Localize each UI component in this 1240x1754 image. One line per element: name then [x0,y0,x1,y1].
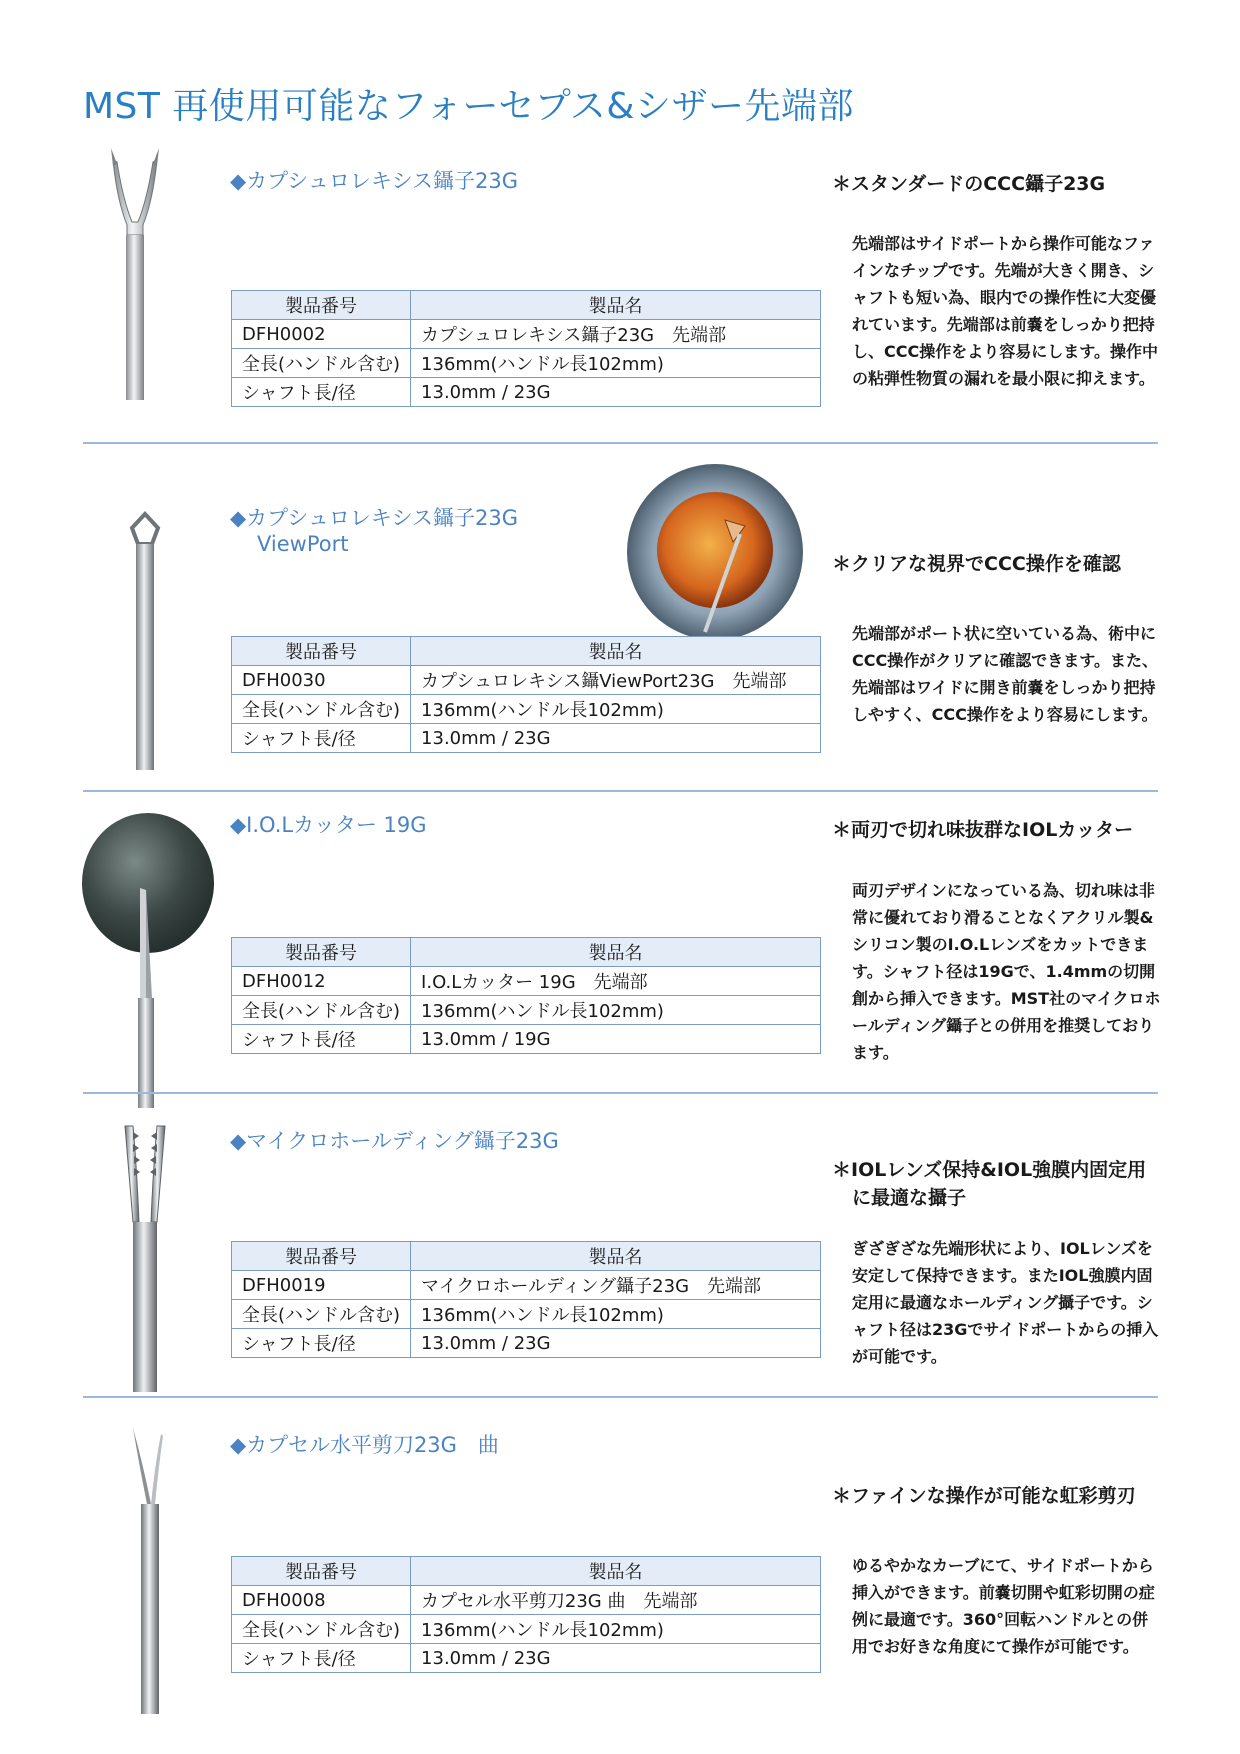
catch-copy [832,1156,1146,1212]
header-name: 製品名 [411,1242,821,1271]
catch-line: ＊IOLレンズ保持&IOL強膜内固定用 [832,1159,1147,1181]
spec-table [231,636,821,753]
header-code: 製品番号 [232,291,411,320]
spec-value: 13.0mm / 23G [411,1329,821,1358]
spec-value: 136mm(ハンドル長102mm) [411,996,821,1025]
iol-cutter-icon [80,808,220,1112]
spec-value: 13.0mm / 23G [411,378,821,407]
spec-label: 全長(ハンドル含む) [232,996,411,1025]
product-description: ぎざぎざな先端形状により、IOLレンズを安定して保持できます。またIOL強膜内固定用に最適なホールディング攝子です。シャフト径は23Gでサイドポートからの挿入が可能です。 [852,1239,1159,1366]
header-name: 製品名 [411,637,821,666]
catch-copy: ＊両刃で切れ味抜群なIOLカッター [832,819,1134,841]
spec-label: 全長(ハンドル含む) [232,349,411,378]
product-name: カプシュロレキシス鑷子23G 先端部 [411,320,821,349]
spec-table [231,937,821,1054]
product-title: ◆カプシュロレキシス鑷子23G [230,169,519,193]
header-code: 製品番号 [232,1557,411,1586]
product-title: ◆I.O.Lカッター 19G [230,813,427,837]
spec-label: シャフト長/径 [232,1329,411,1358]
product-subtitle: ViewPort [257,532,349,556]
header-name: 製品名 [411,1557,821,1586]
spec-label: シャフト長/径 [232,1644,411,1673]
spec-label: 全長(ハンドル含む) [232,1615,411,1644]
product-title-main: ◆カプシュロレキシス鑷子23G [230,506,519,530]
section-divider [83,1092,1158,1094]
product-name: カプセル水平剪刀23G 曲 先端部 [411,1586,821,1615]
product-code: DFH0019 [232,1271,411,1300]
page-title: MST 再使用可能なフォーセプス&シザー先端部 [83,86,854,127]
spec-value: 13.0mm / 23G [411,724,821,753]
spec-label: シャフト長/径 [232,1025,411,1054]
product-title [230,505,518,557]
section-divider [83,1396,1158,1398]
viewport-forceps-icon [120,510,170,774]
spec-label: シャフト長/径 [232,724,411,753]
product-description: ゆるやかなカーブにて、サイドポートから挿入ができます。前嚢切開や虹彩切開の症例に最適です。360°回転ハンドルとの併用でお好きな角度にて操作が可能です。 [852,1556,1155,1656]
spec-value: 136mm(ハンドル長102mm) [411,349,821,378]
header-name: 製品名 [411,938,821,967]
product-name: I.O.Lカッター 19G 先端部 [411,967,821,996]
catch-copy: ＊クリアな視界でCCC操作を確認 [832,553,1121,575]
catch-line: に最適な攝子 [852,1187,967,1209]
product-description: 先端部がポート状に空いている為、術中にCCC操作がクリアに確認できます。また、先端部はワイドに開き前嚢をしっかり把持しやすく、CCC操作をより容易にします。 [852,624,1158,724]
product-code: DFH0030 [232,666,411,695]
product-name: マイクロホールディング鑷子23G 先端部 [411,1271,821,1300]
spec-value: 136mm(ハンドル長102mm) [411,695,821,724]
header-name: 製品名 [411,291,821,320]
spec-value: 136mm(ハンドル長102mm) [411,1615,821,1644]
spec-value: 13.0mm / 23G [411,1644,821,1673]
product-code: DFH0008 [232,1586,411,1615]
spec-table [231,1241,821,1358]
product-title: ◆カプセル水平剪刀23G 曲 [230,1433,499,1457]
product-title: ◆マイクロホールディング鑷子23G [230,1129,559,1153]
scissors-tip-icon [125,1424,175,1718]
eye-photo-icon [625,462,805,646]
spec-table [231,1556,821,1673]
product-description: 先端部はサイドポートから操作可能なファインなチップです。先端が大きく開き、シャフトも短い為、眼内での操作性に大変優れています。先端部は前嚢をしっかり把持し、CCC操作をより容易にします。操作中の粘弾性物質の漏れを最小限に抑えます。 [852,234,1158,388]
catch-copy: ＊ファインな操作が可能な虹彩剪刃 [832,1485,1136,1507]
forceps-tip-icon [105,140,165,404]
header-code: 製品番号 [232,938,411,967]
spec-label: シャフト長/径 [232,378,411,407]
product-name: カプシュロレキシス鑷ViewPort23G 先端部 [411,666,821,695]
spec-value: 136mm(ハンドル長102mm) [411,1300,821,1329]
spec-label: 全長(ハンドル含む) [232,1300,411,1329]
header-code: 製品番号 [232,637,411,666]
product-code: DFH0012 [232,967,411,996]
spec-table [231,290,821,407]
section-divider [83,790,1158,792]
section-divider [83,442,1158,444]
spec-value: 13.0mm / 19G [411,1025,821,1054]
spec-label: 全長(ハンドル含む) [232,695,411,724]
holding-forceps-icon [115,1122,175,1396]
product-description: 両刃デザインになっている為、切れ味は非常に優れており滑ることなくアクリル製&シリコン製のI.O.Lレンズをカットできます。シャフト径は19Gで、1.4mmの切開創から挿入できます。MST社のマイクロホールディング鑷子との併用を推奨しております。 [852,881,1161,1062]
catch-copy: ＊スタンダードのCCC鑷子23G [832,173,1106,195]
header-code: 製品番号 [232,1242,411,1271]
product-code: DFH0002 [232,320,411,349]
